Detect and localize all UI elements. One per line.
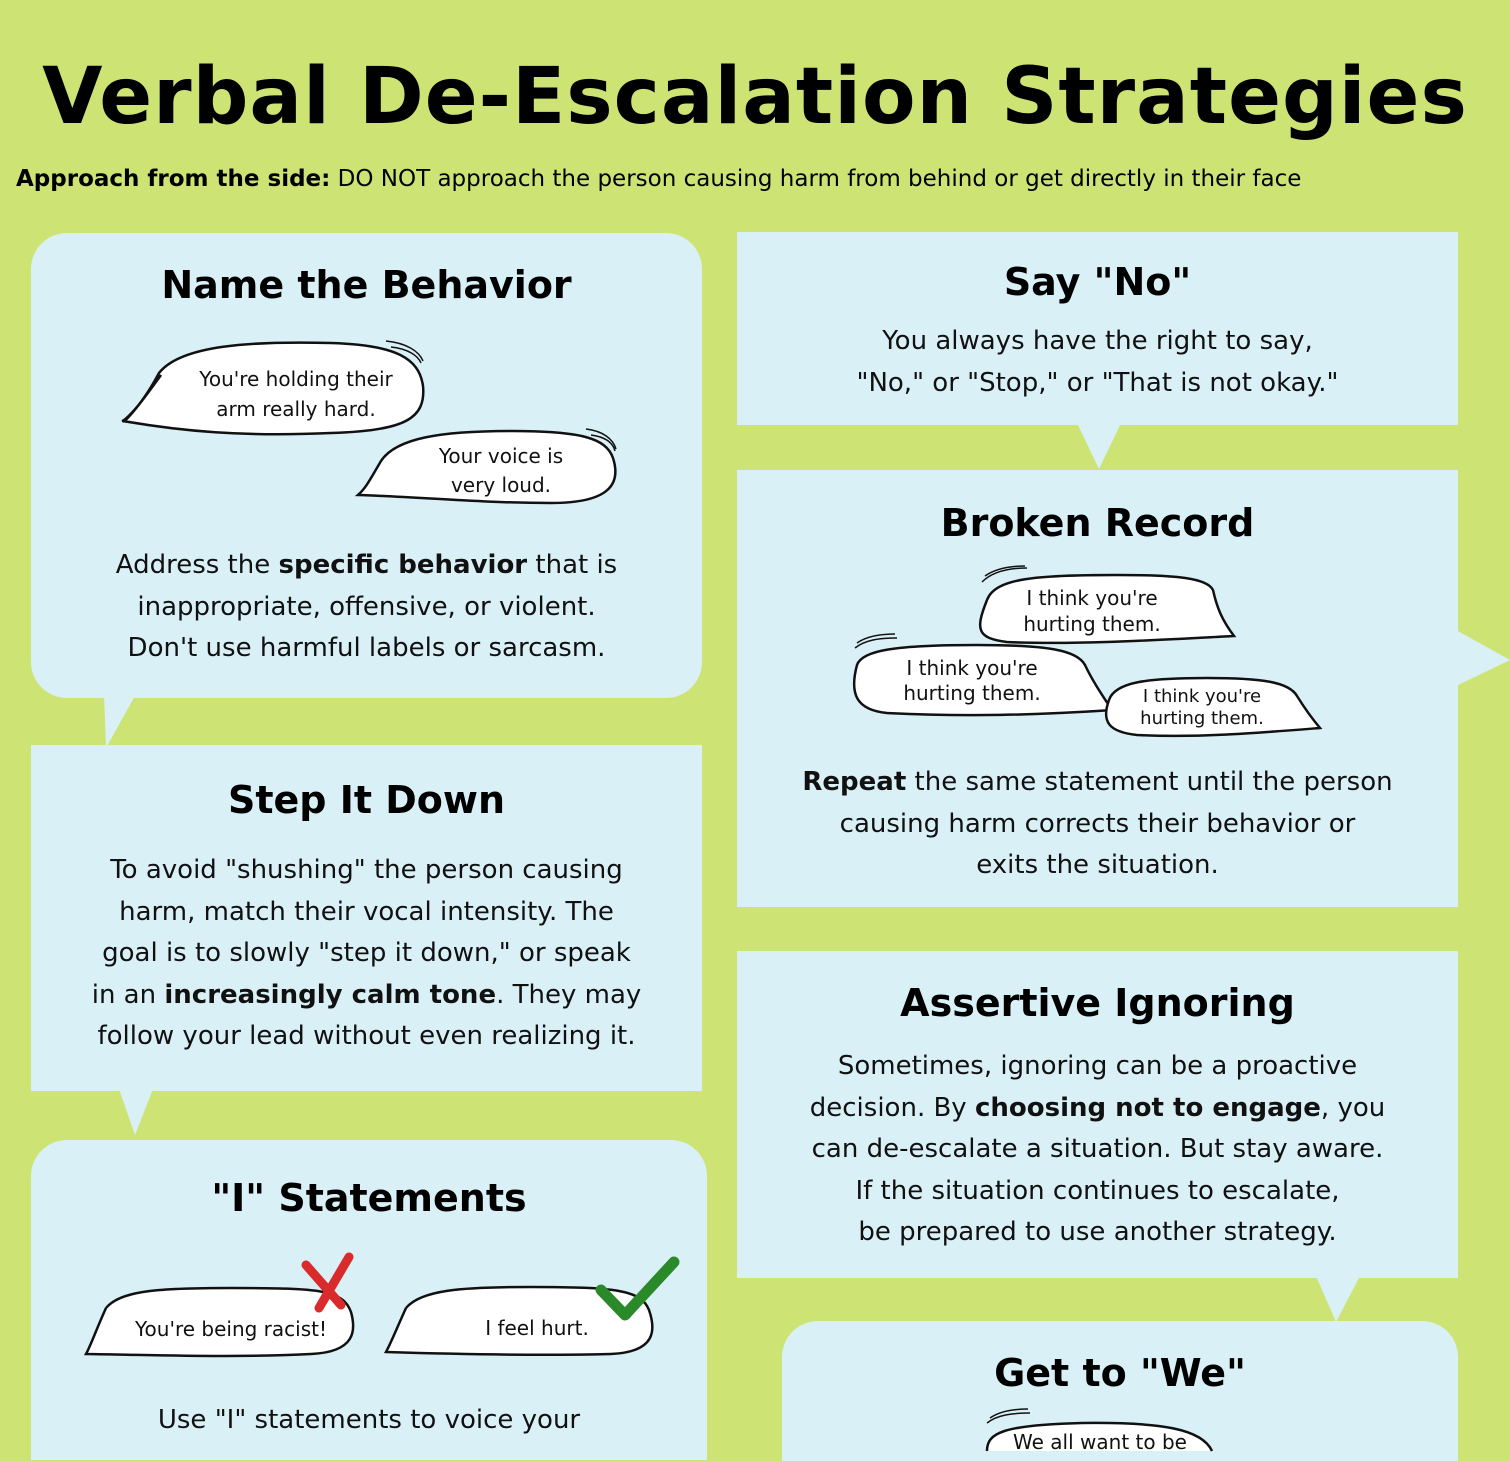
bubble-text: I feel hurt. (485, 1316, 589, 1340)
bubble-text: You're holding their (199, 367, 393, 391)
body-line: follow your lead without even realizing it. (97, 1021, 636, 1051)
body-line (737, 1088, 1458, 1130)
body-line: Don't use harmful labels or sarcasm. (127, 633, 606, 663)
card-heading: "I" Statements (211, 1176, 527, 1220)
card-body (31, 545, 702, 670)
body-line: can de-escalate a situation. But stay aware. (811, 1134, 1384, 1164)
body-text: decision. By (809, 1092, 975, 1123)
card-tail (115, 1089, 155, 1135)
card-heading: Say "No" (1003, 260, 1192, 304)
card-body (31, 850, 702, 1058)
body-line (737, 762, 1458, 804)
card-heading: Assertive Ignoring (900, 981, 1295, 1025)
card-tail (1075, 423, 1125, 471)
body-line: be prepared to use another strategy. (858, 1217, 1337, 1247)
card-body (31, 1400, 707, 1442)
card-assertive-ignoring (737, 951, 1458, 1278)
body-line: Sometimes, ignoring can be a proactive (837, 1051, 1358, 1081)
body-line: To avoid "shushing" the person causing (110, 855, 623, 885)
bubble-text: You're being racist! (134, 1317, 328, 1341)
body-line: harm, match their vocal intensity. The (119, 896, 614, 927)
bubble-text: hurting them. (1023, 612, 1161, 636)
speech-bubble-illustration (737, 470, 1458, 760)
card-body (737, 762, 1458, 887)
card-tail (1314, 1276, 1364, 1322)
bubble-text: arm really hard. (216, 397, 376, 421)
body-text: that is (527, 550, 618, 580)
bubble-text: Your voice is (438, 444, 564, 468)
card-get-to-we (782, 1321, 1458, 1461)
bubble-text: I think you're (906, 656, 1038, 680)
body-text: . They may (496, 979, 642, 1010)
body-line: If the situation continues to escalate, (855, 1175, 1340, 1206)
card-heading: Name the Behavior (161, 263, 572, 307)
bubble-text: hurting them. (1140, 708, 1264, 729)
card-broken-record (737, 470, 1458, 907)
body-line: causing harm corrects their behavior or (839, 808, 1356, 839)
body-line (31, 975, 702, 1017)
card-heading: Step It Down (227, 778, 506, 822)
card-step-it-down (31, 745, 702, 1091)
bubble-text: hurting them. (903, 681, 1041, 705)
body-text: Address the (115, 550, 279, 580)
page-title: Verbal De-Escalation Strategies (42, 52, 1468, 142)
subtitle-bold: Approach from the side: (16, 166, 331, 192)
card-name-the-behavior (31, 233, 702, 698)
body-text: , you (1320, 1092, 1386, 1123)
body-line: "No," or "Stop," or "That is not okay." (856, 367, 1339, 398)
subtitle-text: DO NOT approach the person causing harm from behind or get directly in their face (330, 166, 1302, 192)
body-bold: Repeat (802, 767, 907, 797)
body-bold: specific behavior (278, 550, 528, 580)
bubble-text: I think you're (1142, 686, 1262, 707)
checkmark-icon (601, 1262, 674, 1315)
card-body (737, 1046, 1458, 1254)
card-body (737, 321, 1458, 404)
body-line (31, 545, 702, 587)
body-bold: choosing not to engage (974, 1092, 1321, 1123)
speech-bubble-illustration (782, 1321, 1458, 1454)
card-say-no (737, 232, 1458, 425)
body-line: You always have the right to say, (882, 326, 1313, 356)
bubble-text: We all want to be (1013, 1430, 1187, 1454)
body-line: Use "I" statements to voice your (157, 1405, 581, 1435)
card-i-statements (31, 1140, 707, 1460)
card-tail (1456, 630, 1510, 686)
body-text: in an (91, 979, 165, 1010)
subtitle (16, 166, 1301, 192)
body-bold: increasingly calm tone (164, 979, 497, 1010)
body-line: inappropriate, offensive, or violent. (137, 591, 596, 622)
card-tail (100, 694, 140, 748)
speech-bubble-illustration (31, 233, 702, 533)
card-heading: Broken Record (940, 501, 1255, 545)
card-heading: Get to "We" (994, 1351, 1246, 1395)
body-line: exits the situation. (976, 850, 1219, 880)
body-line: goal is to slowly "step it down," or speak (102, 938, 631, 968)
bubble-text: I think you're (1026, 586, 1158, 610)
speech-bubble-illustration (31, 1140, 707, 1390)
bubble-text: very loud. (450, 473, 552, 497)
body-text: the same statement until the person (906, 767, 1393, 797)
